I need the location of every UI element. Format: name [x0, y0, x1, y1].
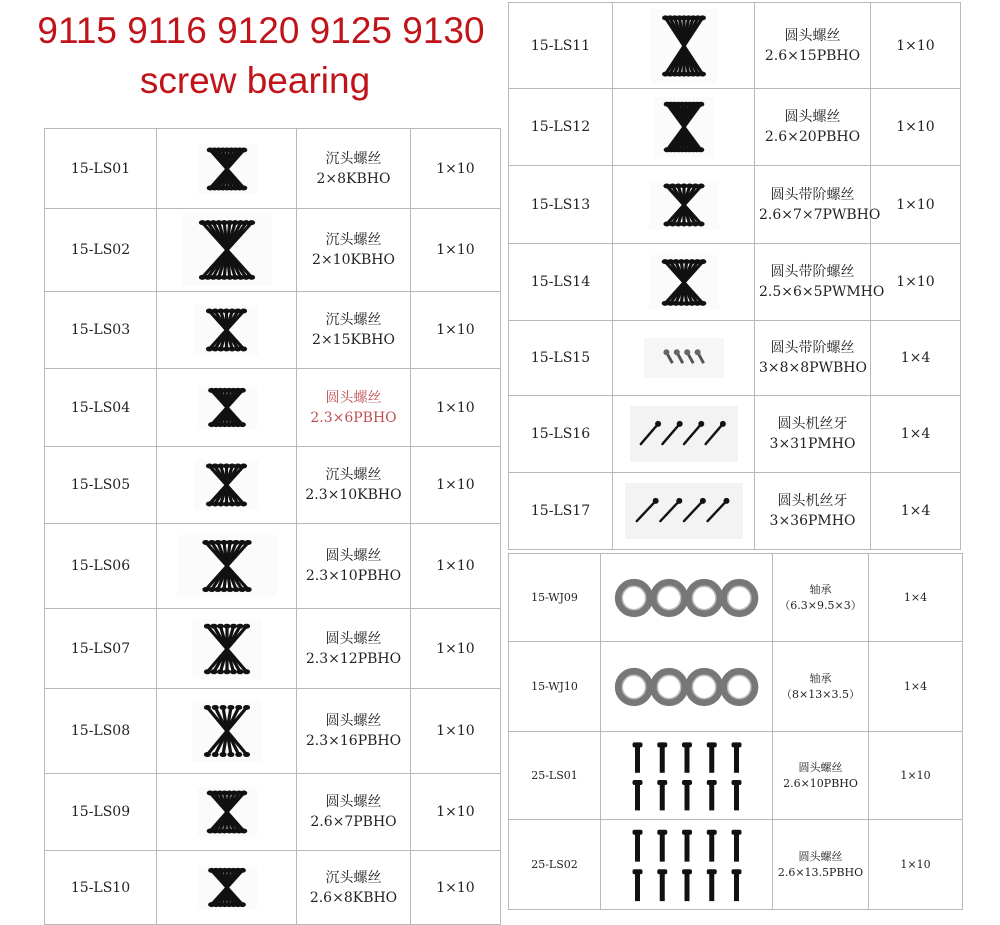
table-row — [509, 321, 961, 396]
part-description: 圆头机丝牙3×31PMHO — [755, 396, 871, 473]
part-code: 15-LS14 — [509, 244, 613, 321]
table-row — [509, 166, 961, 244]
part-photo — [157, 524, 297, 609]
part-description: 圆头螺丝2.6×13.5PBHO — [773, 820, 869, 910]
part-photo — [613, 166, 755, 244]
long-screws-icon — [630, 406, 738, 462]
part-quantity: 1×10 — [871, 3, 961, 89]
screw-group-icon — [644, 338, 724, 378]
left-parts-table — [44, 128, 501, 925]
part-description: 沉头螺丝2.3×10KBHO — [297, 447, 411, 524]
part-photo — [601, 820, 773, 910]
part-description: 沉头螺丝2.6×8KBHO — [297, 851, 411, 925]
part-photo — [157, 447, 297, 524]
part-photo — [157, 609, 297, 689]
table-row — [509, 473, 961, 550]
part-code: 25-LS02 — [509, 820, 601, 910]
table-row — [509, 732, 963, 820]
part-description: 圆头螺丝2.3×10PBHO — [297, 524, 411, 609]
part-code: 15-LS15 — [509, 321, 613, 396]
screw-bundle-icon — [182, 214, 272, 286]
part-quantity: 1×4 — [871, 396, 961, 473]
right-top-parts-table — [508, 2, 961, 550]
screw-bundle-icon — [649, 255, 719, 310]
table-row — [45, 689, 501, 774]
part-code: 15-LS10 — [45, 851, 157, 925]
screw-bundle-icon — [197, 144, 257, 194]
screw-bundle-icon — [177, 535, 277, 597]
part-description: 圆头螺丝2.3×16PBHO — [297, 689, 411, 774]
screw-bundle-icon — [194, 460, 259, 510]
table-row — [509, 396, 961, 473]
part-code: 15-LS01 — [45, 129, 157, 209]
part-quantity: 1×10 — [411, 774, 501, 851]
part-photo — [613, 473, 755, 550]
part-photo — [157, 209, 297, 292]
table-row — [509, 3, 961, 89]
part-description: 轴承（8×13×3.5） — [773, 642, 869, 732]
part-quantity: 1×10 — [871, 89, 961, 166]
part-code: 15-LS09 — [45, 774, 157, 851]
part-photo — [157, 851, 297, 925]
part-quantity: 1×10 — [411, 524, 501, 609]
long-screws-icon — [625, 483, 743, 539]
part-code: 15-LS17 — [509, 473, 613, 550]
part-description: 圆头螺丝2.6×7PBHO — [297, 774, 411, 851]
part-code: 15-WJ09 — [509, 554, 601, 642]
part-photo — [157, 292, 297, 369]
part-quantity: 1×10 — [411, 851, 501, 925]
part-quantity: 1×10 — [411, 209, 501, 292]
table-row — [509, 244, 961, 321]
right-bottom-parts-table — [508, 553, 963, 910]
part-quantity: 1×10 — [411, 369, 501, 447]
part-code: 15-LS03 — [45, 292, 157, 369]
table-row — [45, 209, 501, 292]
part-description: 圆头螺丝2.3×6PBHO — [297, 369, 411, 447]
part-photo — [157, 774, 297, 851]
part-photo — [157, 689, 297, 774]
part-photo — [613, 244, 755, 321]
screw-bundle-icon — [192, 619, 262, 679]
table-row — [509, 89, 961, 166]
part-quantity: 1×10 — [869, 820, 963, 910]
title-category: screw bearing — [139, 60, 371, 101]
part-description: 沉头螺丝2×15KBHO — [297, 292, 411, 369]
table-row — [45, 129, 501, 209]
part-quantity: 1×10 — [411, 129, 501, 209]
table-row — [45, 447, 501, 524]
part-photo — [613, 396, 755, 473]
table-row — [509, 554, 963, 642]
table-row — [45, 851, 501, 925]
part-description: 圆头螺丝2.6×20PBHO — [755, 89, 871, 166]
part-description: 圆头带阶螺丝2.6×7×7PWBHO — [755, 166, 871, 244]
part-description: 圆头螺丝2.6×10PBHO — [773, 732, 869, 820]
table-row — [45, 292, 501, 369]
part-code: 15-LS11 — [509, 3, 613, 89]
table-row — [509, 820, 963, 910]
screw-bundle-icon — [197, 865, 257, 910]
part-code: 15-LS13 — [509, 166, 613, 244]
part-photo — [601, 732, 773, 820]
screw-grid-icon — [612, 823, 762, 907]
table-row — [45, 524, 501, 609]
part-quantity: 1×4 — [869, 642, 963, 732]
part-quantity: 1×10 — [871, 166, 961, 244]
part-description: 圆头螺丝2.3×12PBHO — [297, 609, 411, 689]
part-photo — [601, 642, 773, 732]
part-description: 沉头螺丝2×8KBHO — [297, 129, 411, 209]
part-quantity: 1×10 — [411, 689, 501, 774]
screw-grid-icon — [612, 736, 762, 816]
part-code: 25-LS01 — [509, 732, 601, 820]
screw-bundle-icon — [649, 180, 719, 230]
part-quantity: 1×4 — [871, 473, 961, 550]
part-quantity: 1×10 — [411, 292, 501, 369]
screw-bundle-icon — [194, 305, 259, 355]
part-photo — [613, 89, 755, 166]
part-description: 圆头螺丝2.6×15PBHO — [755, 3, 871, 89]
screw-bundle-icon — [192, 700, 262, 762]
part-quantity: 1×10 — [869, 732, 963, 820]
part-code: 15-LS04 — [45, 369, 157, 447]
part-code: 15-LS02 — [45, 209, 157, 292]
part-description: 圆头带阶螺丝2.5×6×5PWMHO — [755, 244, 871, 321]
part-code: 15-LS08 — [45, 689, 157, 774]
part-quantity: 1×4 — [871, 321, 961, 396]
part-description: 圆头带阶螺丝3×8×8PWBHO — [755, 321, 871, 396]
part-quantity: 1×4 — [869, 554, 963, 642]
screw-bundle-icon — [654, 97, 714, 157]
part-photo — [157, 129, 297, 209]
part-code: 15-LS06 — [45, 524, 157, 609]
table-row — [509, 642, 963, 732]
part-quantity: 1×10 — [411, 609, 501, 689]
part-code: 15-WJ10 — [509, 642, 601, 732]
table-row — [45, 369, 501, 447]
part-description: 沉头螺丝2×10KBHO — [297, 209, 411, 292]
part-quantity: 1×10 — [411, 447, 501, 524]
title-models: 9115 9116 9120 9125 9130 — [37, 10, 485, 51]
part-photo — [613, 3, 755, 89]
table-row — [45, 609, 501, 689]
table-row — [45, 774, 501, 851]
part-code: 15-LS12 — [509, 89, 613, 166]
screw-bundle-icon — [651, 9, 717, 83]
part-code: 15-LS07 — [45, 609, 157, 689]
screw-bundle-icon — [197, 787, 257, 837]
part-photo — [157, 369, 297, 447]
bearing-rings-icon — [609, 647, 765, 727]
part-quantity: 1×10 — [871, 244, 961, 321]
screw-bundle-icon — [197, 385, 257, 430]
part-description: 轴承（6.3×9.5×3） — [773, 554, 869, 642]
part-photo — [601, 554, 773, 642]
part-photo — [613, 321, 755, 396]
part-code: 15-LS16 — [509, 396, 613, 473]
bearing-rings-icon — [609, 558, 765, 638]
part-code: 15-LS05 — [45, 447, 157, 524]
part-description: 圆头机丝牙3×36PMHO — [755, 473, 871, 550]
